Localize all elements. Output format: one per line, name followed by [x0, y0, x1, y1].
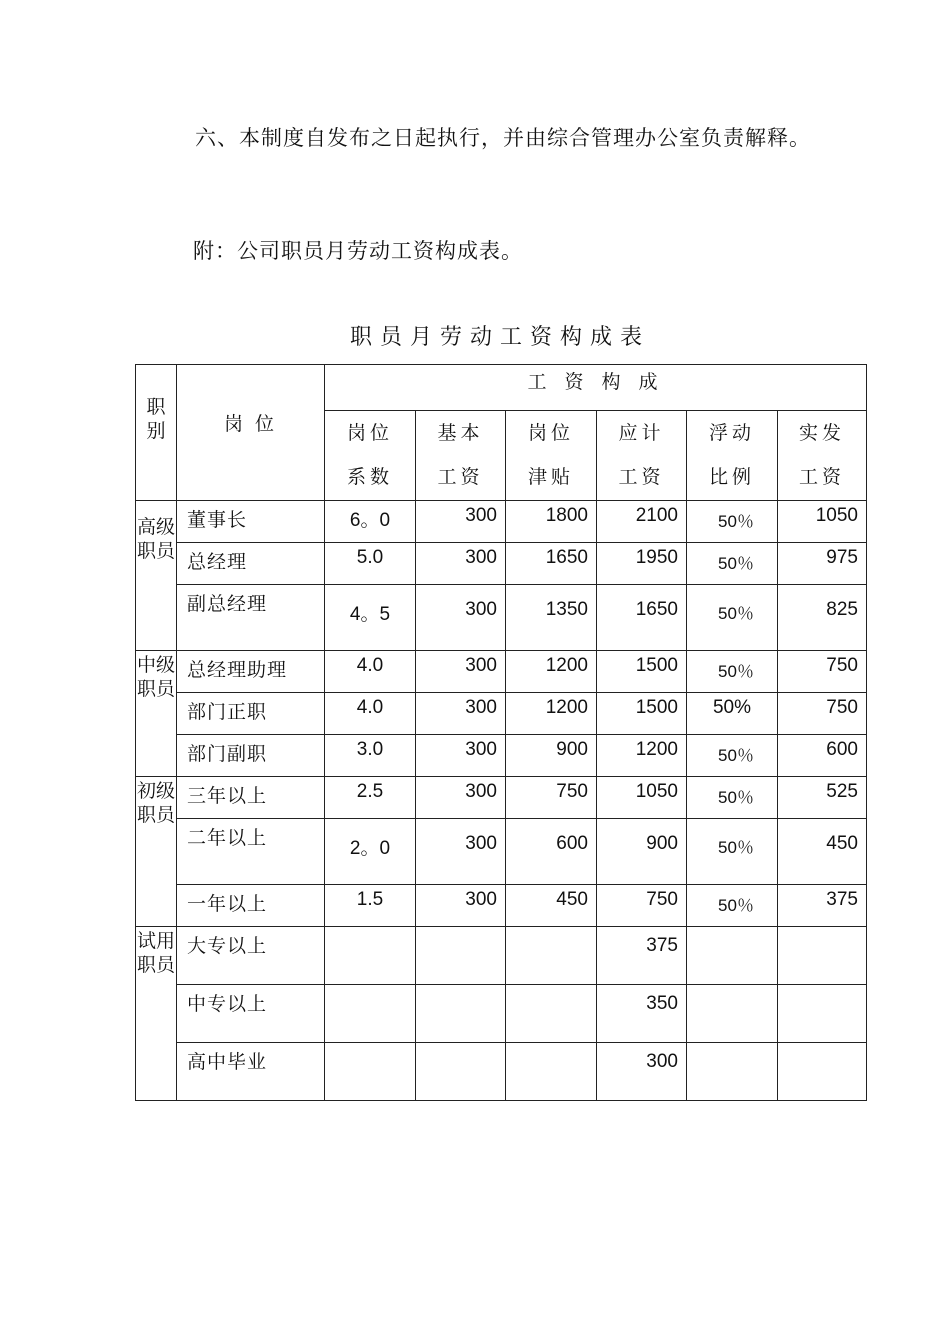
paragraph-six: 六、本制度自发布之日起执行，并由综合管理办公室负责解释。: [195, 126, 811, 150]
accrued-cell: 2100: [597, 501, 687, 543]
position-cell: 部门正职: [177, 693, 325, 735]
accrued-cell: 1950: [597, 543, 687, 585]
coef-cell: 6。0: [325, 501, 416, 543]
allowance-cell: 900: [506, 735, 597, 777]
paid-cell: [778, 927, 867, 985]
base-cell: 300: [416, 585, 506, 651]
accrued-cell: 900: [597, 819, 687, 885]
base-cell: 300: [416, 777, 506, 819]
ratio-cell: [687, 985, 778, 1043]
accrued-cell: 1200: [597, 735, 687, 777]
ratio-cell: 50％: [687, 777, 778, 819]
paid-cell: 750: [778, 651, 867, 693]
position-cell: 大专以上: [177, 927, 325, 985]
ratio-cell: 50%: [687, 693, 778, 735]
base-cell: 300: [416, 819, 506, 885]
paid-cell: 975: [778, 543, 867, 585]
header-category: 职 别: [136, 365, 177, 501]
header-wage-group: 工 资 构 成: [325, 365, 867, 411]
coef-cell: 1.5: [325, 885, 416, 927]
allowance-cell: 750: [506, 777, 597, 819]
header-col-allowance: 岗位 津贴: [506, 411, 597, 501]
ratio-cell: [687, 927, 778, 985]
position-cell: 副总经理: [177, 585, 325, 651]
coef-cell: [325, 985, 416, 1043]
allowance-cell: 1800: [506, 501, 597, 543]
coef-cell: 3.0: [325, 735, 416, 777]
paid-cell: [778, 1043, 867, 1101]
position-cell: 部门副职: [177, 735, 325, 777]
coef-cell: 2。0: [325, 819, 416, 885]
category-senior: 高级职员: [136, 501, 177, 651]
header-col-coef: 岗位 系数: [325, 411, 416, 501]
paid-cell: 375: [778, 885, 867, 927]
accrued-cell: 1650: [597, 585, 687, 651]
allowance-cell: 1200: [506, 651, 597, 693]
accrued-cell: 1500: [597, 693, 687, 735]
base-cell: [416, 927, 506, 985]
position-cell: 中专以上: [177, 985, 325, 1043]
header-col-paid: 实发 工资: [778, 411, 867, 501]
position-cell: 一年以上: [177, 885, 325, 927]
coef-cell: [325, 1043, 416, 1101]
allowance-cell: 1200: [506, 693, 597, 735]
position-cell: 二年以上: [177, 819, 325, 885]
ratio-cell: 50％: [687, 543, 778, 585]
accrued-cell: 1500: [597, 651, 687, 693]
accrued-cell: 1050: [597, 777, 687, 819]
header-col-ratio: 浮动 比例: [687, 411, 778, 501]
position-cell: 总经理助理: [177, 651, 325, 693]
allowance-cell: 1350: [506, 585, 597, 651]
accrued-cell: 375: [597, 927, 687, 985]
base-cell: 300: [416, 693, 506, 735]
table-row: [136, 1043, 867, 1101]
base-cell: 300: [416, 651, 506, 693]
paid-cell: [778, 985, 867, 1043]
paid-cell: 525: [778, 777, 867, 819]
header-col-accrued: 应计 工资: [597, 411, 687, 501]
ratio-cell: [687, 1043, 778, 1101]
coef-cell: [325, 927, 416, 985]
base-cell: 300: [416, 543, 506, 585]
table-row: [136, 777, 867, 819]
allowance-cell: [506, 927, 597, 985]
allowance-cell: [506, 1043, 597, 1101]
ratio-cell: 50％: [687, 585, 778, 651]
paid-cell: 825: [778, 585, 867, 651]
allowance-cell: [506, 985, 597, 1043]
category-probation: 试用职员: [136, 927, 177, 1101]
base-cell: [416, 985, 506, 1043]
base-cell: 300: [416, 735, 506, 777]
header-col-base: 基本 工资: [416, 411, 506, 501]
table-row: [136, 585, 867, 651]
coef-cell: 4.0: [325, 651, 416, 693]
allowance-cell: 600: [506, 819, 597, 885]
table-row: [136, 543, 867, 585]
ratio-cell: 50％: [687, 735, 778, 777]
table-row: [136, 651, 867, 693]
base-cell: 300: [416, 501, 506, 543]
table-row: [136, 693, 867, 735]
position-cell: 总经理: [177, 543, 325, 585]
position-cell: 董事长: [177, 501, 325, 543]
accrued-cell: 350: [597, 985, 687, 1043]
ratio-cell: 50％: [687, 651, 778, 693]
coef-cell: 5.0: [325, 543, 416, 585]
accrued-cell: 750: [597, 885, 687, 927]
coef-cell: 2.5: [325, 777, 416, 819]
ratio-cell: 50％: [687, 501, 778, 543]
salary-table: [135, 364, 867, 1101]
position-cell: 高中毕业: [177, 1043, 325, 1101]
header-position: 岗 位: [177, 365, 325, 501]
table-row: [136, 985, 867, 1043]
table-row: [136, 735, 867, 777]
table-title: 职员月劳动工资构成表: [349, 325, 650, 350]
table-row: [136, 927, 867, 985]
accrued-cell: 300: [597, 1043, 687, 1101]
base-cell: [416, 1043, 506, 1101]
base-cell: 300: [416, 885, 506, 927]
paid-cell: 600: [778, 735, 867, 777]
ratio-cell: 50％: [687, 885, 778, 927]
allowance-cell: 450: [506, 885, 597, 927]
paid-cell: 450: [778, 819, 867, 885]
allowance-cell: 1650: [506, 543, 597, 585]
coef-cell: 4。5: [325, 585, 416, 651]
table-row: [136, 501, 867, 543]
paragraph-appendix: 附：公司职员月劳动工资构成表。: [193, 239, 523, 263]
table-row: [136, 819, 867, 885]
paid-cell: 1050: [778, 501, 867, 543]
position-cell: 三年以上: [177, 777, 325, 819]
paid-cell: 750: [778, 693, 867, 735]
coef-cell: 4.0: [325, 693, 416, 735]
table-row: [136, 885, 867, 927]
category-junior: 初级职员: [136, 777, 177, 927]
category-middle: 中级职员: [136, 651, 177, 777]
ratio-cell: 50％: [687, 819, 778, 885]
